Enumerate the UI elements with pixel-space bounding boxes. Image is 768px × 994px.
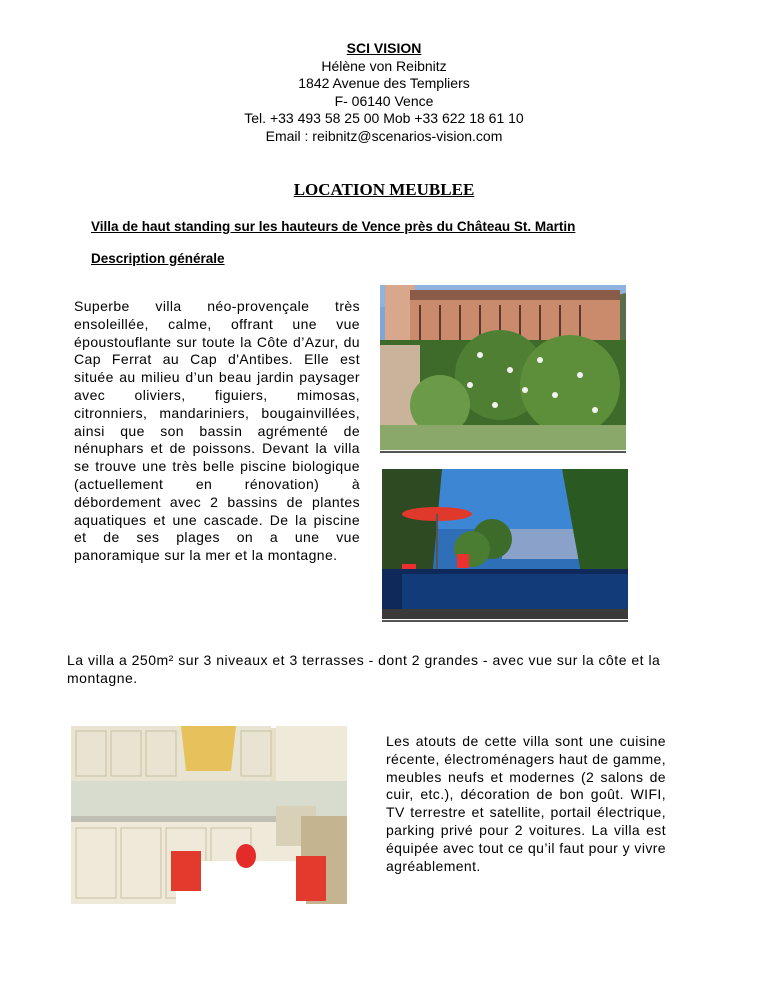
city-address: F- 06140 Vence [334,92,434,109]
features-paragraph: Les atouts de cette villa sont une cuisine récente, électroménagers haut de gamme, meubles neufs et modernes (2 salons de cuir, etc.), décoration de bon goût. WIFI, TV terrestre et satellite, portail électrique, parking privé pour 2 voitures. La villa est équipée avec tout ce qu’il faut pour y vivre agréablement. [386,733,666,874]
document-title: LOCATION MEUBLEE [293,180,475,199]
contact-name: Hélène von Reibnitz [321,57,447,74]
subtitle: Villa de haut standing sur les hauteurs de Vence près du Château St. Martin [91,219,576,234]
size-paragraph: La villa a 250m² sur 3 niveaux et 3 terrasses - dont 2 grandes - avec vue sur la côte et la montagne. [67,652,661,686]
photo-rule [380,451,626,453]
email-address: Email : reibnitz@scenarios-vision.com [265,127,503,144]
letterhead [0,40,768,145]
pool-photo [382,469,628,619]
description-paragraph: Superbe villa néo-provençale très ensoleillée, calme, offrant une vue époustouflante sur toute la Côte d’Azur, du Cap Ferrat au Cap d'Antibes. Elle est située au milieu d’un beau jardin paysager avec oliviers, figuiers, mimosas, citronniers, mandariniers, bougainvillées, ainsi que son bassin agrémenté de nénuphars et de poissons. Devant la villa se trouve une très belle piscine biologique (actuellement en rénovation) à débordement avec 2 bassins de plantes aquatiques et une cascade. De la piscine et de ses plages on a une vue panoramique sur la mer et la montagne. [74,298,360,564]
section-heading: Description générale [91,251,225,266]
kitchen-photo [71,716,347,904]
phone-numbers: Tel. +33 493 58 25 00 Mob +33 622 18 61 10 [244,110,524,126]
photo-rule [382,620,628,622]
street-address: 1842 Avenue des Templiers [298,75,470,91]
company-name: SCI VISION [346,40,422,56]
villa-exterior-photo [380,285,626,450]
